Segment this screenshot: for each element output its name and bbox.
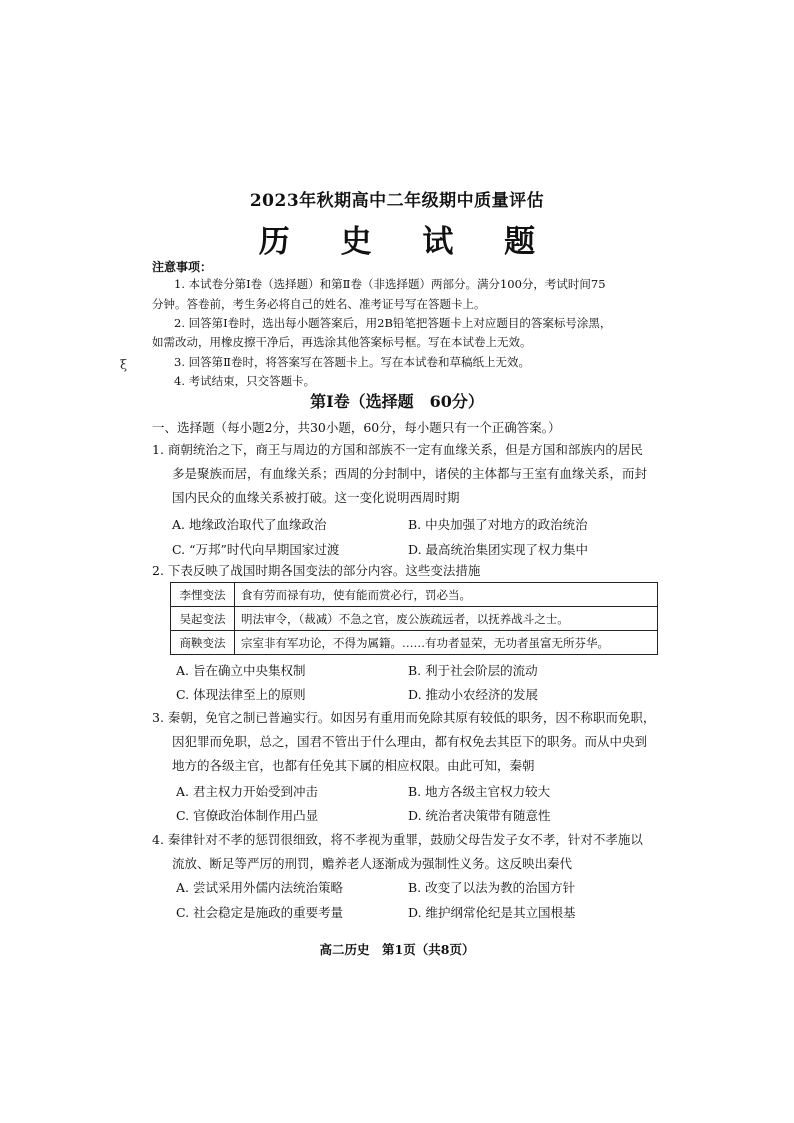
question-2-option-c: C. 体现法律至上的原则 — [176, 687, 306, 702]
question-4-line: 流放、断足等严厉的刑罚，赡养老人逐渐成为强制性义务。这反映出秦代 — [172, 856, 573, 871]
reform-content: 明法审令，（裁减）不急之官，废公族疏远者，以抚养战斗之士。 — [235, 607, 658, 631]
notice-heading: 注意事项： — [152, 260, 213, 274]
reform-name: 李悝变法 — [171, 583, 235, 607]
question-1-option-d: D. 最高统治集团实现了权力集中 — [408, 542, 589, 557]
subject-title: 历 史 试 题 — [258, 224, 556, 260]
page-footer: 高二历史 第1页（共8页） — [319, 942, 475, 957]
question-3-line: 地方的各级主官，也都有任免其下属的相应权限。由此可知，秦朝 — [172, 758, 535, 773]
question-1-option-b: B. 中央加强了对地方的政治统治 — [408, 517, 588, 532]
question-4-option-a: A. 尝试采用外儒内法统治策略 — [176, 880, 343, 895]
notice-line: 1. 本试卷分第Ⅰ卷（选择题）和第Ⅱ卷（非选择题）两部分。满分100分，考试时间75 — [174, 277, 606, 291]
exam-title: 2023年秋期高中二年级期中质量评估 — [249, 191, 545, 211]
reform-name: 商鞅变法 — [171, 631, 235, 655]
table-row — [171, 583, 658, 607]
reform-content: 食有劳而禄有功，使有能而赏必行，罚必当。 — [235, 583, 658, 607]
table-row — [171, 631, 658, 655]
question-4-option-c: C. 社会稳定是施政的重要考量 — [176, 905, 344, 920]
question-2-option-b: B. 利于社会阶层的流动 — [408, 663, 538, 678]
question-1-line: 国内民众的血缘关系被打破。这一变化说明西周时期 — [172, 490, 460, 505]
question-4-line: 4. 秦律针对不孝的惩罚很细致，将不孝视为重罪，鼓励父母告发子女不孝，针对不孝施以 — [152, 832, 643, 847]
part-heading: 一、选择题（每小题2分，共30小题，60分，每小题只有一个正确答案。） — [152, 420, 561, 435]
question-3-option-d: D. 统治者决策带有随意性 — [408, 808, 551, 823]
question-1-option-a: A. 地缘政治取代了血缘政治 — [172, 517, 327, 532]
scan-mark-icon: ξ — [120, 358, 128, 373]
notice-line: 4. 考试结束，只交答题卡。 — [174, 374, 316, 388]
question-1-option-c: C. “万邦”时代向早期国家过渡 — [172, 542, 340, 557]
question-3-option-b: B. 地方各级主官权力较大 — [408, 784, 551, 799]
reform-content: 宗室非有军功论，不得为属籍。……有功者显荣，无功者虽富无所芬华。 — [235, 631, 658, 655]
question-2-option-a: A. 旨在确立中央集权制 — [176, 663, 306, 678]
question-3-line: 3. 秦朝，免官之制已普遍实行。如因另有重用而免除其原有较低的职务，因不称职而免职， — [152, 710, 656, 725]
question-3-line: 因犯罪而免职，总之，国君不管出于什么理由，都有权免去其臣下的职务。而从中央到 — [172, 734, 648, 749]
notice-line: 2. 回答第Ⅰ卷时，选出每小题答案后，用2B铅笔把答题卡上对应题目的答案标号涂黑， — [174, 316, 612, 330]
table-row — [171, 607, 658, 631]
section-heading: 第Ⅰ卷（选择题 60分） — [310, 392, 484, 411]
question-4-option-b: B. 改变了以法为教的治国方针 — [408, 880, 576, 895]
question-3-option-a: A. 君主权力开始受到冲击 — [176, 784, 318, 799]
notice-line: 如需改动，用橡皮擦干净后，再选涂其他答案标号框。写在本试卷上无效。 — [152, 335, 532, 349]
question-4-option-d: D. 维护纲常伦纪是其立国根基 — [408, 905, 576, 920]
question-3-option-c: C. 官僚政治体制作用凸显 — [176, 808, 319, 823]
notice-line: 3. 回答第Ⅱ卷时，将答案写在答题卡上。写在本试卷和草稿纸上无效。 — [174, 355, 530, 369]
question-1-line: 1. 商朝统治之下，商王与周边的方国和部族不一定有血缘关系，但是方国和部族内的居民 — [152, 442, 643, 457]
reform-name: 吴起变法 — [171, 607, 235, 631]
reform-table — [170, 582, 658, 655]
question-2-option-d: D. 推动小农经济的发展 — [408, 687, 539, 702]
question-1-line: 多是聚族而居，有血缘关系；西周的分封制中，诸侯的主体都与王室有血缘关系，而封 — [172, 466, 648, 481]
question-2-line: 2. 下表反映了战国时期各国变法的部分内容。这些变法措施 — [152, 563, 481, 578]
notice-line: 分钟。答卷前，考生务必将自己的姓名、准考证号写在答题卡上。 — [152, 297, 486, 311]
